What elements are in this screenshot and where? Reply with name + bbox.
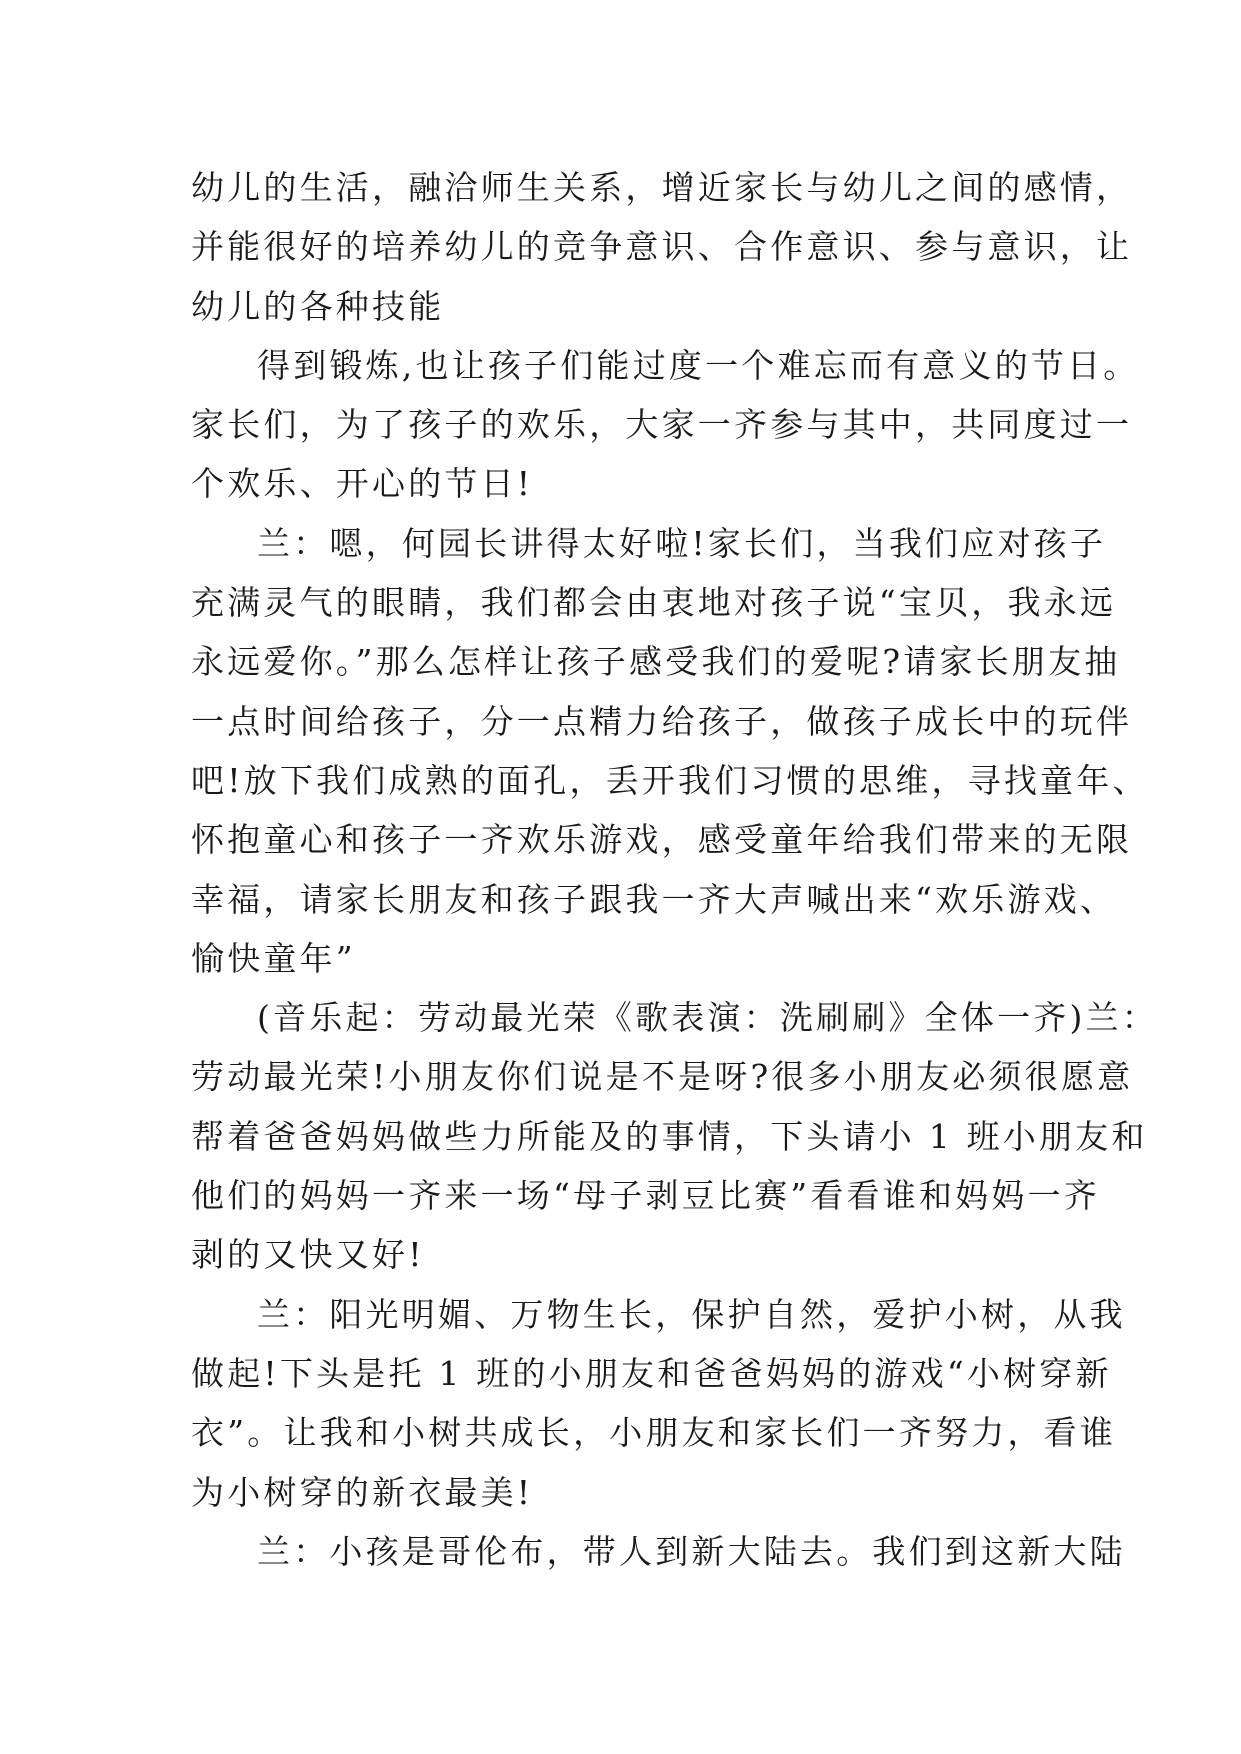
text-line: 永远爱你。”那么怎样让孩子感受我们的爱呢?请家长朋友抽 [191,642,1121,682]
text-line: 幼儿的生活，融洽师生关系，增近家长与幼儿之间的感情， [191,168,1133,207]
text-line: 个欢乐、开心的节日! [191,464,534,504]
text-line: 兰：阳光明媚、万物生长，保护自然，爱护小树，从我 [257,1294,1126,1334]
paragraph [191,514,1149,988]
paragraph [191,988,1158,1284]
text-line: 劳动最光荣!小朋友你们说是不是呀?很多小朋友必须很愿意 [191,1057,1134,1097]
text-line: 一点时间给孩子，分一点精力给孩子，做孩子成长中的玩伴 [191,701,1133,741]
text-line: (音乐起：劳动最光荣《歌表演：洗刷刷》全体一齐)兰： [257,998,1158,1038]
text-line: 吧!放下我们成熟的面孔，丢开我们习惯的思维，寻找童年、 [191,760,1149,800]
text-line: 衣”。让我和小树共成长，小朋友和家长们一齐努力，看谁 [191,1413,1117,1453]
text-line: 怀抱童心和孩子一齐欢乐游戏，感受童年给我们带来的无限 [191,820,1133,860]
text-line: 幼儿的各种技能 [191,286,445,326]
text-line: 愉快童年” [191,938,356,978]
text-line: 剥的又快又好! [191,1235,425,1275]
document-body [191,158,1158,1581]
text-line: 为小树穿的新衣最美! [191,1472,534,1512]
paragraph [191,158,1133,336]
text-line: 家长们，为了孩子的欢乐，大家一齐参与其中，共同度过一 [191,405,1133,445]
text-line: 得到锻炼,也让孩子们能过度一个难忘而有意义的节日。 [257,345,1140,385]
text-line: 帮着爸爸妈妈做些力所能及的事情，下头请小 1 班小朋友和 [191,1116,1148,1156]
paragraph [191,1285,1126,1522]
paragraph [191,1522,1126,1581]
text-line: 兰：嗯，何园长讲得太好啦!家长们，当我们应对孩子 [257,523,1107,563]
paragraph [191,336,1140,514]
text-line: 做起!下头是托 1 班的小朋友和爸爸妈妈的游戏“小树穿新 [191,1353,1112,1393]
text-line: 充满灵气的眼睛，我们都会由衷地对孩子说“宝贝，我永远 [191,583,1117,623]
text-line: 幸福，请家长朋友和孩子跟我一齐大声喊出来“欢乐游戏、 [191,879,1117,919]
text-line: 他们的妈妈一齐来一场“母子剥豆比赛”看看谁和妈妈一齐 [191,1176,1100,1216]
text-line: 并能很好的培养幼儿的竞争意识、合作意识、参与意识，让 [191,227,1133,267]
text-line: 兰：小孩是哥伦布，带人到新大陆去。我们到这新大陆 [257,1531,1126,1571]
